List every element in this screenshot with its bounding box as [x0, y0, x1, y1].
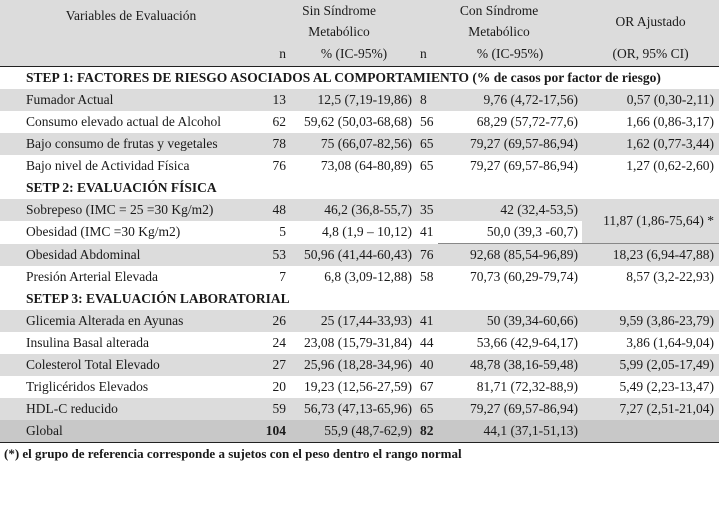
- global-pct2: 44,1 (37,1-51,13): [438, 420, 582, 443]
- table-row: [0, 111, 719, 133]
- row-pct1: 73,08 (64-80,89): [292, 155, 416, 177]
- row-pct1: 6,8 (3,09-12,88): [292, 266, 416, 288]
- header-pct2: % (IC-95%): [438, 42, 582, 67]
- row-pct1: 4,8 (1,9 – 10,12): [292, 221, 416, 244]
- row-or: 0,57 (0,30-2,11): [582, 89, 719, 111]
- row-or: 18,23 (6,94-47,88): [582, 244, 719, 267]
- row-n1: 20: [262, 376, 292, 398]
- row-variable: Triglicéridos Elevados: [0, 376, 262, 398]
- global-n1: 104: [262, 420, 292, 443]
- row-n2: 65: [416, 155, 438, 177]
- row-n1: 59: [262, 398, 292, 420]
- row-pct2: 92,68 (85,54-96,89): [438, 244, 582, 267]
- table-row: [0, 266, 719, 288]
- header-n1: n: [262, 42, 292, 67]
- row-n2: 65: [416, 398, 438, 420]
- row-n1: 78: [262, 133, 292, 155]
- table-body: [0, 67, 719, 443]
- row-or: 5,49 (2,23-13,47): [582, 376, 719, 398]
- global-row: [0, 420, 719, 443]
- table-row: [0, 398, 719, 420]
- header-sin-sindrome: [262, 0, 416, 42]
- header-or-sub: (OR, 95% CI): [582, 42, 719, 67]
- row-n1: 7: [262, 266, 292, 288]
- row-pct2: 53,66 (42,9-64,17): [438, 332, 582, 354]
- row-pct2: 70,73 (60,29-79,74): [438, 266, 582, 288]
- row-n1: 27: [262, 354, 292, 376]
- row-pct1: 23,08 (15,79-31,84): [292, 332, 416, 354]
- row-pct2: 48,78 (38,16-59,48): [438, 354, 582, 376]
- row-n1: 62: [262, 111, 292, 133]
- row-or: 7,27 (2,51-21,04): [582, 398, 719, 420]
- row-pct2: 79,27 (69,57-86,94): [438, 155, 582, 177]
- header-n2: n: [416, 42, 438, 67]
- header-con-line1: Con Síndrome: [459, 3, 539, 18]
- row-pct1: 56,73 (47,13-65,96): [292, 398, 416, 420]
- row-n1: 24: [262, 332, 292, 354]
- row-or: 5,99 (2,05-17,49): [582, 354, 719, 376]
- row-n2: 58: [416, 266, 438, 288]
- row-pct2: 50 (39,34-60,66): [438, 310, 582, 332]
- row-n2: 35: [416, 199, 438, 221]
- row-or: 9,59 (3,86-23,79): [582, 310, 719, 332]
- row-pct1: 75 (66,07-82,56): [292, 133, 416, 155]
- table-row: [0, 244, 719, 267]
- row-or: 8,57 (3,2-22,93): [582, 266, 719, 288]
- table-row: [0, 354, 719, 376]
- row-pct2: 79,27 (69,57-86,94): [438, 133, 582, 155]
- row-variable: Bajo consumo de frutas y vegetales: [0, 133, 262, 155]
- row-n1: 26: [262, 310, 292, 332]
- row-pct1: 59,62 (50,03-68,68): [292, 111, 416, 133]
- header-sin-line2: Metabólico: [308, 24, 370, 39]
- global-pct1: 55,9 (48,7-62,9): [292, 420, 416, 443]
- header-con-line2: Metabólico: [468, 24, 530, 39]
- row-n2: 41: [416, 221, 438, 244]
- row-n2: 65: [416, 133, 438, 155]
- table-row: [0, 155, 719, 177]
- table-row: [0, 376, 719, 398]
- row-variable: Sobrepeso (IMC = 25 =30 Kg/m2): [0, 199, 262, 221]
- row-variable: Insulina Basal alterada: [0, 332, 262, 354]
- step-3-title: SETEP 3: EVALUACIÓN LABORATORIAL: [0, 288, 719, 310]
- row-or: 3,86 (1,64-9,04): [582, 332, 719, 354]
- row-pct2: 9,76 (4,72-17,56): [438, 89, 582, 111]
- row-n1: 5: [262, 221, 292, 244]
- row-n1: 76: [262, 155, 292, 177]
- global-or: [582, 420, 719, 443]
- header-variables: Variables de Evaluación: [0, 0, 262, 67]
- row-pct1: 50,96 (41,44-60,43): [292, 244, 416, 267]
- step-1-heading-row: [0, 67, 719, 90]
- row-n2: 76: [416, 244, 438, 267]
- row-pct2: 68,29 (57,72-77,6): [438, 111, 582, 133]
- row-variable: Bajo nivel de Actividad Física: [0, 155, 262, 177]
- row-n1: 53: [262, 244, 292, 267]
- global-n2: 82: [416, 420, 438, 443]
- header-pct1: % (IC-95%): [292, 42, 416, 67]
- row-n2: 40: [416, 354, 438, 376]
- step-2-heading-row: [0, 177, 719, 199]
- row-variable: Fumador Actual: [0, 89, 262, 111]
- header-con-sindrome: [416, 0, 582, 42]
- row-or: 1,27 (0,62-2,60): [582, 155, 719, 177]
- row-pct2: 81,71 (72,32-88,9): [438, 376, 582, 398]
- row-n2: 41: [416, 310, 438, 332]
- table-row: [0, 199, 719, 221]
- footnote: (*) el grupo de referencia corresponde a sujetos con el peso dentro el rango normal: [4, 446, 462, 461]
- row-pct2: 50,0 (39,3 -60,7): [438, 221, 582, 244]
- step-1-title: STEP 1: FACTORES DE RIESGO ASOCIADOS AL COMPORTAMIENTO (% de casos por factor de riesgo): [0, 67, 719, 90]
- row-n1: 13: [262, 89, 292, 111]
- row-variable: Obesidad (IMC =30 Kg/m2): [0, 221, 262, 244]
- step-2-title: SETP 2: EVALUACIÓN FÍSICA: [0, 177, 719, 199]
- row-variable: Presión Arterial Elevada: [0, 266, 262, 288]
- global-variable: Global: [0, 420, 262, 443]
- row-pct1: 12,5 (7,19-19,86): [292, 89, 416, 111]
- row-n2: 67: [416, 376, 438, 398]
- row-pct1: 25,96 (18,28-34,96): [292, 354, 416, 376]
- row-n2: 56: [416, 111, 438, 133]
- header-sin-line1: Sin Síndrome: [302, 3, 376, 18]
- row-pct2: 79,27 (69,57-86,94): [438, 398, 582, 420]
- header-or-title: OR Ajustado: [582, 0, 719, 42]
- table-row: [0, 310, 719, 332]
- table-row: [0, 133, 719, 155]
- row-variable: Glicemia Alterada en Ayunas: [0, 310, 262, 332]
- table-row: [0, 332, 719, 354]
- row-variable: Obesidad Abdominal: [0, 244, 262, 267]
- row-pct1: 19,23 (12,56-27,59): [292, 376, 416, 398]
- row-or: 1,62 (0,77-3,44): [582, 133, 719, 155]
- row-variable: HDL-C reducido: [0, 398, 262, 420]
- row-n2: 44: [416, 332, 438, 354]
- row-n2: 8: [416, 89, 438, 111]
- row-pct1: 46,2 (36,8-55,7): [292, 199, 416, 221]
- row-or: 1,66 (0,86-3,17): [582, 111, 719, 133]
- row-pct1: 25 (17,44-33,93): [292, 310, 416, 332]
- row-or-merged: 11,87 (1,86-75,64) *: [582, 199, 719, 244]
- step-3-heading-row: [0, 288, 719, 310]
- row-pct2: 42 (32,4-53,5): [438, 199, 582, 221]
- row-variable: Colesterol Total Elevado: [0, 354, 262, 376]
- row-n1: 48: [262, 199, 292, 221]
- table-row: [0, 89, 719, 111]
- row-variable: Consumo elevado actual de Alcohol: [0, 111, 262, 133]
